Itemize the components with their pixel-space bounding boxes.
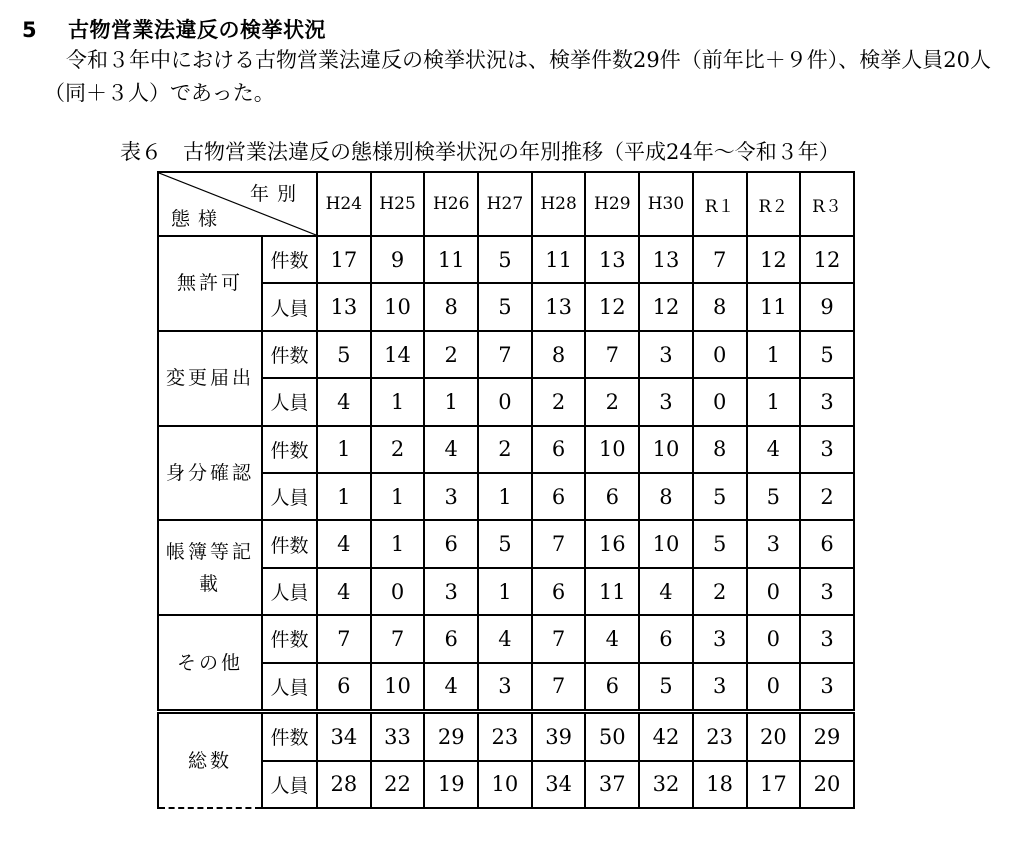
cases-cell: 8	[693, 426, 747, 473]
year-header: H27	[478, 172, 532, 236]
persons-cell: 2	[532, 378, 586, 425]
cases-cell: 6	[639, 615, 693, 662]
cases-cell: 12	[800, 236, 854, 283]
cases-cell: 14	[371, 331, 425, 378]
cases-cell: 3	[693, 615, 747, 662]
table-row	[158, 331, 854, 378]
cases-cell: 4	[585, 615, 639, 662]
cases-cell: 8	[532, 331, 586, 378]
cases-cell: 1	[747, 331, 801, 378]
cases-cell: 23	[478, 712, 532, 761]
cases-cell: 0	[693, 331, 747, 378]
year-header: R１	[693, 172, 747, 236]
cases-cell: 12	[747, 236, 801, 283]
persons-cell: 6	[532, 473, 586, 520]
category-label: 総数	[158, 712, 262, 808]
cases-cell: 1	[317, 426, 371, 473]
cases-cell: 2	[424, 331, 478, 378]
persons-cell: 1	[747, 378, 801, 425]
cases-cell: 29	[800, 712, 854, 761]
persons-cell: 12	[639, 283, 693, 330]
persons-cell: 6	[532, 568, 586, 615]
year-header: H30	[639, 172, 693, 236]
persons-cell: 32	[639, 761, 693, 809]
cases-cell: 11	[532, 236, 586, 283]
table-row	[158, 236, 854, 283]
table-row	[158, 520, 854, 567]
cases-cell: 13	[639, 236, 693, 283]
cases-cell: 5	[317, 331, 371, 378]
sub-label-persons: 人員	[262, 473, 317, 520]
cases-cell: 3	[800, 615, 854, 662]
year-header: H28	[532, 172, 586, 236]
persons-cell: 3	[800, 663, 854, 712]
cases-cell: 16	[585, 520, 639, 567]
category-label: 帳簿等記載	[158, 520, 262, 615]
persons-cell: 3	[693, 663, 747, 712]
category-label: 身分確認	[158, 426, 262, 521]
persons-cell: 34	[532, 761, 586, 809]
cases-cell: 9	[371, 236, 425, 283]
sub-label-persons: 人員	[262, 283, 317, 330]
section-number: 5	[22, 18, 38, 42]
header-row	[158, 172, 854, 236]
persons-cell: 5	[639, 663, 693, 712]
cases-cell: 5	[693, 520, 747, 567]
sub-label-persons: 人員	[262, 761, 317, 809]
cases-cell: 5	[478, 236, 532, 283]
cases-cell: 7	[532, 520, 586, 567]
sub-label-cases: 件数	[262, 712, 317, 761]
table-row	[158, 761, 854, 809]
persons-cell: 3	[424, 568, 478, 615]
cases-cell: 4	[478, 615, 532, 662]
persons-cell: 0	[747, 568, 801, 615]
persons-cell: 4	[639, 568, 693, 615]
persons-cell: 20	[800, 761, 854, 809]
persons-cell: 18	[693, 761, 747, 809]
cases-cell: 17	[317, 236, 371, 283]
sub-label-cases: 件数	[262, 331, 317, 378]
table-row	[158, 615, 854, 662]
persons-cell: 10	[371, 663, 425, 712]
cases-cell: 10	[639, 426, 693, 473]
persons-cell: 28	[317, 761, 371, 809]
persons-cell: 13	[532, 283, 586, 330]
persons-cell: 10	[478, 761, 532, 809]
persons-cell: 3	[478, 663, 532, 712]
category-label: その他	[158, 615, 262, 711]
persons-cell: 3	[639, 378, 693, 425]
persons-cell: 6	[317, 663, 371, 712]
cases-cell: 11	[424, 236, 478, 283]
cases-cell: 50	[585, 712, 639, 761]
persons-cell: 3	[424, 473, 478, 520]
persons-cell: 9	[800, 283, 854, 330]
persons-cell: 4	[424, 663, 478, 712]
persons-cell: 7	[532, 663, 586, 712]
persons-cell: 22	[371, 761, 425, 809]
section-heading	[22, 14, 326, 44]
cases-cell: 6	[424, 520, 478, 567]
year-header: H25	[371, 172, 425, 236]
persons-cell: 17	[747, 761, 801, 809]
persons-cell: 19	[424, 761, 478, 809]
summary-paragraph: 令和３年中における古物営業法違反の検挙状況は、検挙件数29件（前年比＋９件）、検挙人員20人（同＋３人）であった。	[44, 48, 991, 105]
cases-cell: 10	[639, 520, 693, 567]
cases-cell: 39	[532, 712, 586, 761]
persons-cell: 1	[317, 473, 371, 520]
persons-cell: 0	[693, 378, 747, 425]
persons-cell: 0	[747, 663, 801, 712]
persons-cell: 6	[585, 473, 639, 520]
persons-cell: 3	[800, 568, 854, 615]
persons-cell: 6	[585, 663, 639, 712]
table-row	[158, 568, 854, 615]
persons-cell: 1	[478, 568, 532, 615]
cases-cell: 34	[317, 712, 371, 761]
cases-cell: 20	[747, 712, 801, 761]
persons-cell: 1	[371, 378, 425, 425]
persons-cell: 5	[478, 283, 532, 330]
corner-label-year: 年別	[249, 183, 304, 205]
cases-cell: 5	[478, 520, 532, 567]
cases-cell: 7	[317, 615, 371, 662]
sub-label-cases: 件数	[262, 236, 317, 283]
persons-cell: 11	[747, 283, 801, 330]
cases-cell: 7	[371, 615, 425, 662]
persons-cell: 10	[371, 283, 425, 330]
cases-cell: 4	[747, 426, 801, 473]
year-header: R３	[800, 172, 854, 236]
cases-cell: 5	[800, 331, 854, 378]
persons-cell: 2	[585, 378, 639, 425]
persons-cell: 1	[478, 473, 532, 520]
cases-cell: 6	[424, 615, 478, 662]
year-header: R２	[747, 172, 801, 236]
persons-cell: 13	[317, 283, 371, 330]
persons-cell: 5	[693, 473, 747, 520]
cases-cell: 42	[639, 712, 693, 761]
cases-cell: 7	[532, 615, 586, 662]
corner-label-type: 態様	[171, 208, 226, 230]
persons-cell: 11	[585, 568, 639, 615]
sub-label-cases: 件数	[262, 615, 317, 662]
cases-cell: 0	[747, 615, 801, 662]
cases-cell: 7	[693, 236, 747, 283]
header-corner-cell	[158, 172, 317, 236]
cases-cell: 33	[371, 712, 425, 761]
persons-cell: 3	[800, 378, 854, 425]
year-header: H26	[424, 172, 478, 236]
cases-cell: 29	[424, 712, 478, 761]
cases-cell: 2	[371, 426, 425, 473]
category-label: 変更届出	[158, 331, 262, 426]
section-title: 古物営業法違反の検挙状況	[68, 18, 326, 42]
persons-cell: 8	[639, 473, 693, 520]
table-row	[158, 473, 854, 520]
cases-cell: 3	[800, 426, 854, 473]
cases-cell: 6	[532, 426, 586, 473]
cases-cell: 1	[371, 520, 425, 567]
sub-label-cases: 件数	[262, 426, 317, 473]
table-row	[158, 378, 854, 425]
cases-cell: 4	[317, 520, 371, 567]
table-row	[158, 663, 854, 712]
cases-cell: 4	[424, 426, 478, 473]
table-caption: 表６ 古物営業法違反の態様別検挙状況の年別推移（平成24年～令和３年）	[120, 140, 840, 164]
persons-cell: 1	[424, 378, 478, 425]
persons-cell: 1	[371, 473, 425, 520]
sub-label-persons: 人員	[262, 663, 317, 712]
cases-cell: 6	[800, 520, 854, 567]
cases-cell: 3	[639, 331, 693, 378]
persons-cell: 37	[585, 761, 639, 809]
sub-label-persons: 人員	[262, 568, 317, 615]
sub-label-cases: 件数	[262, 520, 317, 567]
category-label: 無許可	[158, 236, 262, 331]
persons-cell: 2	[693, 568, 747, 615]
table-row	[158, 283, 854, 330]
violation-stats-table	[157, 171, 855, 809]
persons-cell: 8	[424, 283, 478, 330]
cases-cell: 2	[478, 426, 532, 473]
table-row	[158, 426, 854, 473]
year-header: H29	[585, 172, 639, 236]
persons-cell: 0	[478, 378, 532, 425]
cases-cell: 7	[585, 331, 639, 378]
persons-cell: 4	[317, 568, 371, 615]
cases-cell: 3	[747, 520, 801, 567]
persons-cell: 2	[800, 473, 854, 520]
persons-cell: 8	[693, 283, 747, 330]
cases-cell: 7	[478, 331, 532, 378]
year-header: H24	[317, 172, 371, 236]
persons-cell: 12	[585, 283, 639, 330]
persons-cell: 4	[317, 378, 371, 425]
persons-cell: 0	[371, 568, 425, 615]
sub-label-persons: 人員	[262, 378, 317, 425]
cases-cell: 13	[585, 236, 639, 283]
cases-cell: 23	[693, 712, 747, 761]
persons-cell: 5	[747, 473, 801, 520]
cases-cell: 10	[585, 426, 639, 473]
table-row	[158, 712, 854, 761]
